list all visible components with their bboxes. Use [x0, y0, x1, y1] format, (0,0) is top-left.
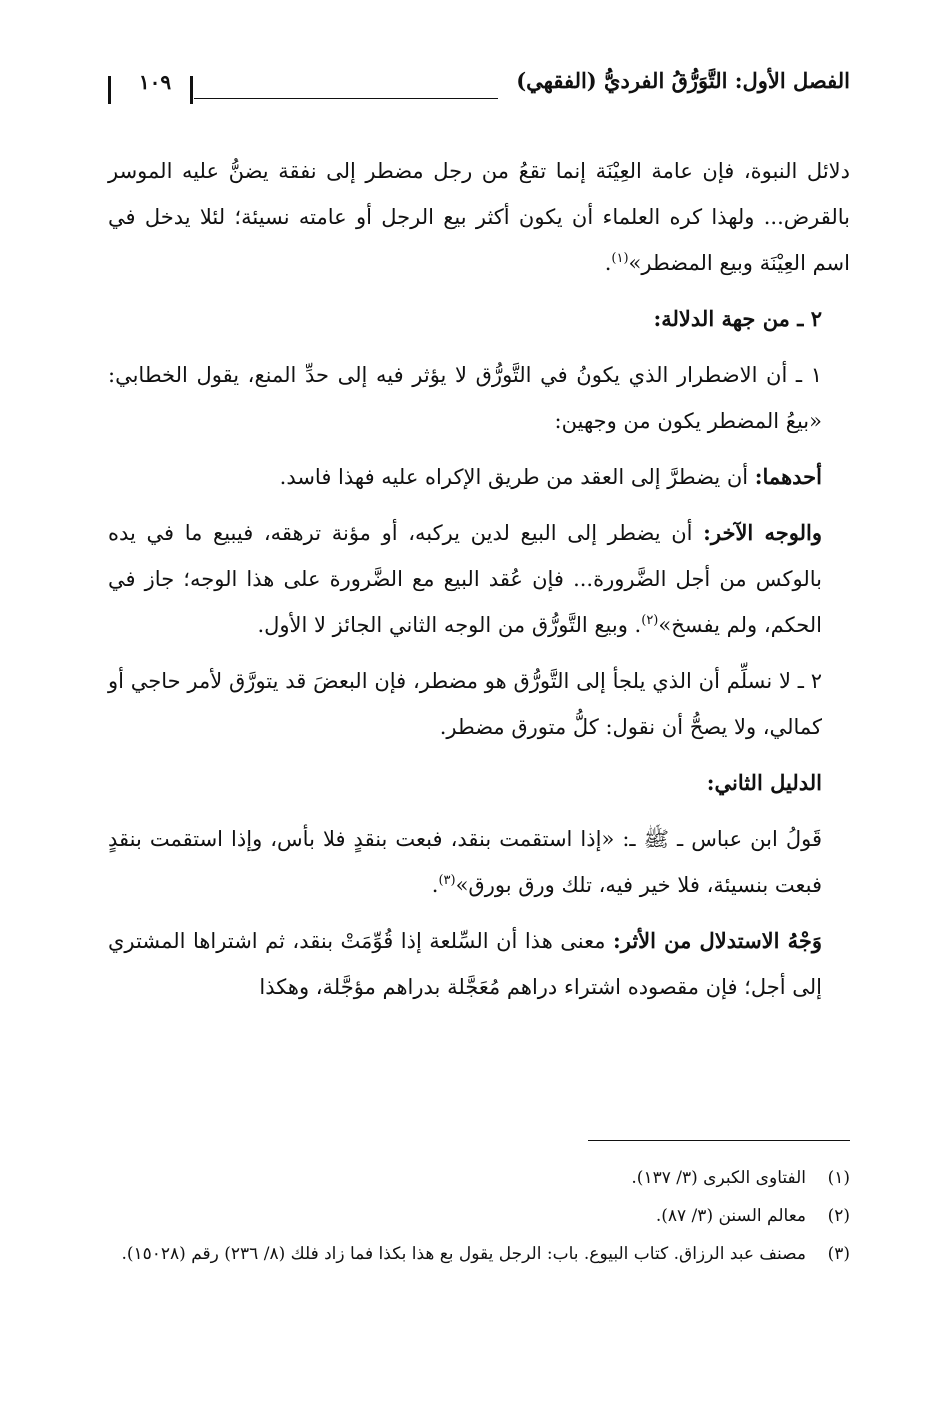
footnote-1-text: الفتاوى الكبرى (٣/ ١٣٧). [631, 1168, 806, 1188]
main-text [108, 148, 850, 1020]
chapter-title: الفصل الأول: التَّوَرُّقُ الفرديُّ (الفقهي) [516, 68, 850, 93]
footnote-3-number: (٣) [827, 1244, 850, 1264]
footnote-2-number: (٢) [827, 1206, 850, 1226]
paragraph-6-end: . [431, 873, 439, 897]
page-number: ١٠٩ [138, 70, 172, 94]
footnote-1-number: (١) [827, 1168, 850, 1188]
footnote-rule [588, 1140, 850, 1141]
paragraph-1 [108, 148, 850, 286]
paragraph-1-text: دلائل النبوة، فإن عامة العِيْنَة إنما تقعُ من رجل مضطر إلى نفقة يضنُّ عليه الموسر بالقرض... ولهذا كره العلماء أن يكون أكثر بيع الرجل أو عامته نسيئة؛ لئلا يدخل في اسم العِيْنَة وبيع المضطر» [108, 159, 850, 275]
paragraph-1-end: . [604, 251, 612, 275]
page-number-bar-left [108, 76, 111, 104]
paragraph-3-lead: أحدهما: [754, 464, 822, 489]
footnote-3 [108, 1235, 850, 1273]
footnote-ref-3: (٣) [438, 873, 456, 888]
section-heading-second-evidence [108, 760, 850, 806]
footnote-1 [108, 1159, 850, 1197]
footnote-2-text: معالم السنن (٣/ ٨٧). [655, 1206, 806, 1226]
paragraph-7 [108, 918, 850, 1010]
paragraph-3 [108, 454, 850, 500]
footnote-ref-1: (١) [611, 251, 629, 266]
header-rule [194, 98, 498, 99]
heading-text: ٢ ـ من جهة الدلالة: [653, 306, 822, 331]
page-header [108, 64, 850, 114]
footnote-3-text: مصنف عبد الرزاق. كتاب البيوع. باب: الرجل يقول بع هذا بكذا فما زاد فلك (٨/ ٢٣٦) رقم (١٥٠٢٨). [121, 1244, 806, 1264]
footnotes [108, 1140, 850, 1273]
paragraph-4-end: . وبيع التَّورُّق من الوجه الثاني الجائز لا الأول. [257, 613, 642, 637]
paragraph-4-text: أن يضطر إلى البيع لدين يركبه، أو مؤنة ترهقه، فيبيع ما في يده بالوكس من أجل الضَّرورة... فإن عُقد البيع مع الضَّرورة على هذا الوجه؛ جاز في الحكم، ولم يفسخ» [108, 521, 822, 637]
paragraph-4-lead: والوجه الآخر: [703, 520, 823, 545]
footnote-2 [108, 1197, 850, 1235]
paragraph-7-text: معنى هذا أن السِّلعة إذا قُوِّمَتْ بنقد، ثم اشتراها المشتري إلى أجل؛ فإن مقصوده اشتراء دراهم مُعَجَّلة بدراهم مؤجَّلة، وهكذا [108, 929, 822, 999]
footnote-ref-2: (٢) [641, 613, 659, 628]
paragraph-4 [108, 510, 850, 648]
heading-text-2: الدليل الثاني: [706, 770, 822, 795]
paragraph-6 [108, 816, 850, 908]
section-heading-indication [108, 296, 850, 342]
paragraph-3-text: أن يضطرَّ إلى العقد من طريق الإكراه عليه فهذا فاسد. [279, 465, 755, 489]
paragraph-5: ٢ ـ لا نسلِّم أن الذي يلجأ إلى التَّورُّق هو مضطر، فإن البعضَ قد يتورَّق لأمر حاجي أو كمالي، ولا يصحُّ أن نقول: كلُّ متورق مضطر. [108, 669, 822, 739]
paragraph-6-text: قَولُ ابن عباس ـ ﷺ ـ: «إذا استقمت بنقد، فبعت بنقدٍ فلا بأس، وإذا استقمت بنقدٍ فبعت بنسيئة، فلا خير فيه، تلك ورق بورق» [108, 827, 822, 897]
paragraph-7-lead: وَجْهُ الاستدلال من الأثر: [613, 928, 822, 953]
paragraph-2: ١ ـ أن الاضطرار الذي يكونُ في التَّورُّق لا يؤثر فيه إلى حدِّ المنع، يقول الخطابي: «بيعُ المضطر يكون من وجهين: [108, 363, 822, 433]
